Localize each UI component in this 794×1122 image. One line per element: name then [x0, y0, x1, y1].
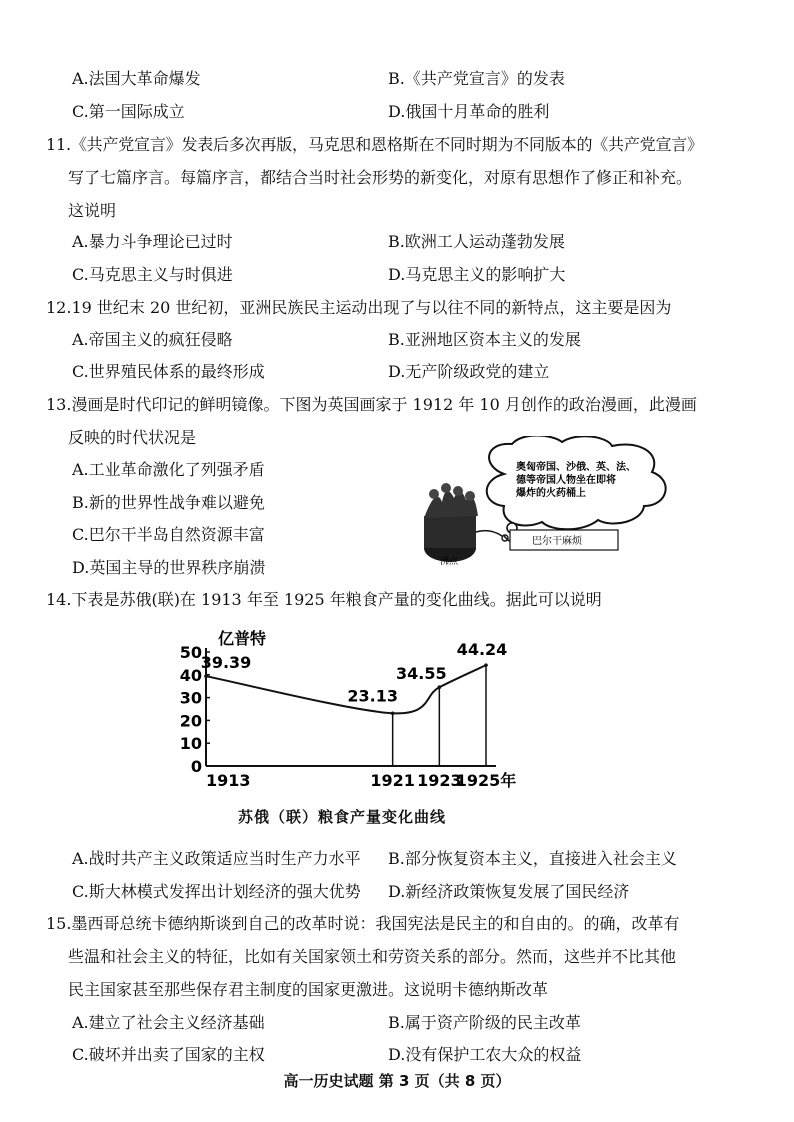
q15-option-a: A.建立了社会主义经济基础 — [72, 1013, 265, 1032]
q15-stem-line-1: 15.墨西哥总统卡德纳斯谈到自己的改革时说：我国宪法是民主的和自由的。的确，改革有 — [46, 914, 680, 933]
x-tick-label-1925: 1925年 — [455, 771, 517, 790]
q14-option-b: B.部分恢复资本主义，直接进入社会主义 — [388, 849, 677, 868]
q13-option-a: A.工业革命激化了列强矛盾 — [72, 460, 265, 479]
data-point-1921 — [391, 711, 395, 715]
q15-option-c: C.破坏并出卖了国家的主权 — [72, 1045, 265, 1064]
y-axis-unit-label: 亿普特 — [218, 629, 267, 648]
q10-option-a: A.法国大革命爆发 — [72, 69, 201, 88]
q13-stem-line-1: 13.漫画是时代印记的鲜明镜像。下图为英国画家于 1912 年 10 月创作的政治漫画，此漫画 — [46, 395, 697, 414]
balkan-trouble-label: 巴尔干麻烦 — [532, 536, 582, 547]
data-label-1925: 44.24 — [456, 640, 508, 660]
y-tick-label-30: 30 — [179, 688, 202, 708]
q14-option-c: C.斯大林模式发挥出计划经济的强大优势 — [72, 882, 361, 901]
q13-option-c: C.巴尔干半岛自然资源丰富 — [72, 525, 265, 544]
q11-stem-line-1: 11.《共产党宣言》发表后多次再版，马克思和恩格斯在不同时期为不同版本的《共产党宣言》 — [46, 135, 703, 154]
x-tick-label-1921: 1921 — [370, 771, 415, 790]
y-tick-label-40: 40 — [179, 665, 202, 685]
bubble-text-line-2: 德等帝国人物坐在即将 — [516, 475, 616, 486]
q15-option-b: B.属于资产阶级的民主改革 — [388, 1013, 581, 1032]
boiling-point-label: 沸点 — [440, 557, 459, 567]
q14-stem: 14.下表是苏俄(联)在 1913 年至 1925 年粮食产量的变化曲线。据此可以说明 — [46, 590, 602, 609]
data-point-1923 — [438, 685, 442, 689]
q10-option-b: B.《共产党宣言》的发表 — [388, 69, 565, 88]
data-label-1921: 23.13 — [347, 686, 398, 706]
y-tick-label-20: 20 — [179, 711, 202, 731]
q12-option-c: C.世界殖民体系的最终形成 — [72, 362, 265, 381]
q11-option-c: C.马克思主义与时俱进 — [72, 265, 233, 284]
chart-caption: 苏俄（联）粮食产量变化曲线 — [238, 808, 447, 826]
grain-output-chart — [176, 624, 556, 800]
x-tick-label-1913: 1913 — [206, 771, 251, 790]
bubble-text-line-3: 爆炸的火药桶上 — [516, 488, 586, 499]
page-footer: 高一历史试题 第 3 页（共 8 页） — [283, 1072, 511, 1090]
q15-stem-line-2: 些温和社会主义的特征，比如有关国家领土和劳资关系的部分。然而，这些并不比其他 — [68, 947, 677, 966]
q12-option-b: B.亚洲地区资本主义的发展 — [388, 330, 581, 349]
data-point-1913 — [204, 674, 208, 678]
q13-option-b: B.新的世界性战争难以避免 — [72, 493, 265, 512]
q11-option-d: D.马克思主义的影响扩大 — [388, 265, 566, 284]
q11-option-b: B.欧洲工人运动蓬勃发展 — [388, 232, 565, 251]
bubble-text-line-1: 奥匈帝国、沙俄、英、法、 — [516, 462, 636, 473]
y-tick-label-10: 10 — [179, 734, 202, 754]
y-tick-label-0: 0 — [190, 757, 202, 776]
q12-option-a: A.帝国主义的疯狂侵略 — [72, 330, 233, 349]
q12-stem: 12.19 世纪末 20 世纪初，亚洲民族民主运动出现了与以往不同的新特点，这主要是因为 — [46, 298, 672, 317]
data-label-1913: 39.39 — [200, 653, 252, 673]
q11-option-a: A.暴力斗争理论已过时 — [72, 232, 233, 251]
q11-stem-line-2: 写了七篇序言。每篇序言，都结合当时社会形势的新变化，对原有思想作了修正和补充。 — [68, 168, 693, 187]
x-tick-label-1923: 1923 — [417, 771, 462, 790]
y-tick-label-50: 50 — [179, 643, 202, 662]
q10-option-c: C.第一国际成立 — [72, 102, 185, 121]
q14-option-d: D.新经济政策恢复发展了国民经济 — [388, 882, 630, 901]
q13-stem-line-2: 反映的时代状况是 — [68, 428, 197, 447]
data-point-1925 — [484, 663, 488, 667]
q13-option-d: D.英国主导的世界秩序崩溃 — [72, 558, 266, 577]
q10-option-d: D.俄国十月革命的胜利 — [388, 102, 550, 121]
q15-option-d: D.没有保护工农大众的权益 — [388, 1045, 582, 1064]
q14-option-a: A.战时共产主义政策适应当时生产力水平 — [72, 849, 361, 868]
political-cartoon — [412, 436, 682, 571]
data-label-1923: 34.55 — [396, 664, 447, 684]
q11-stem-line-3: 这说明 — [68, 201, 117, 220]
q15-stem-line-3: 民主国家甚至那些保存君主制度的国家更激进。这说明卡德纳斯改革 — [68, 980, 549, 999]
q12-option-d: D.无产阶级政党的建立 — [388, 362, 550, 381]
